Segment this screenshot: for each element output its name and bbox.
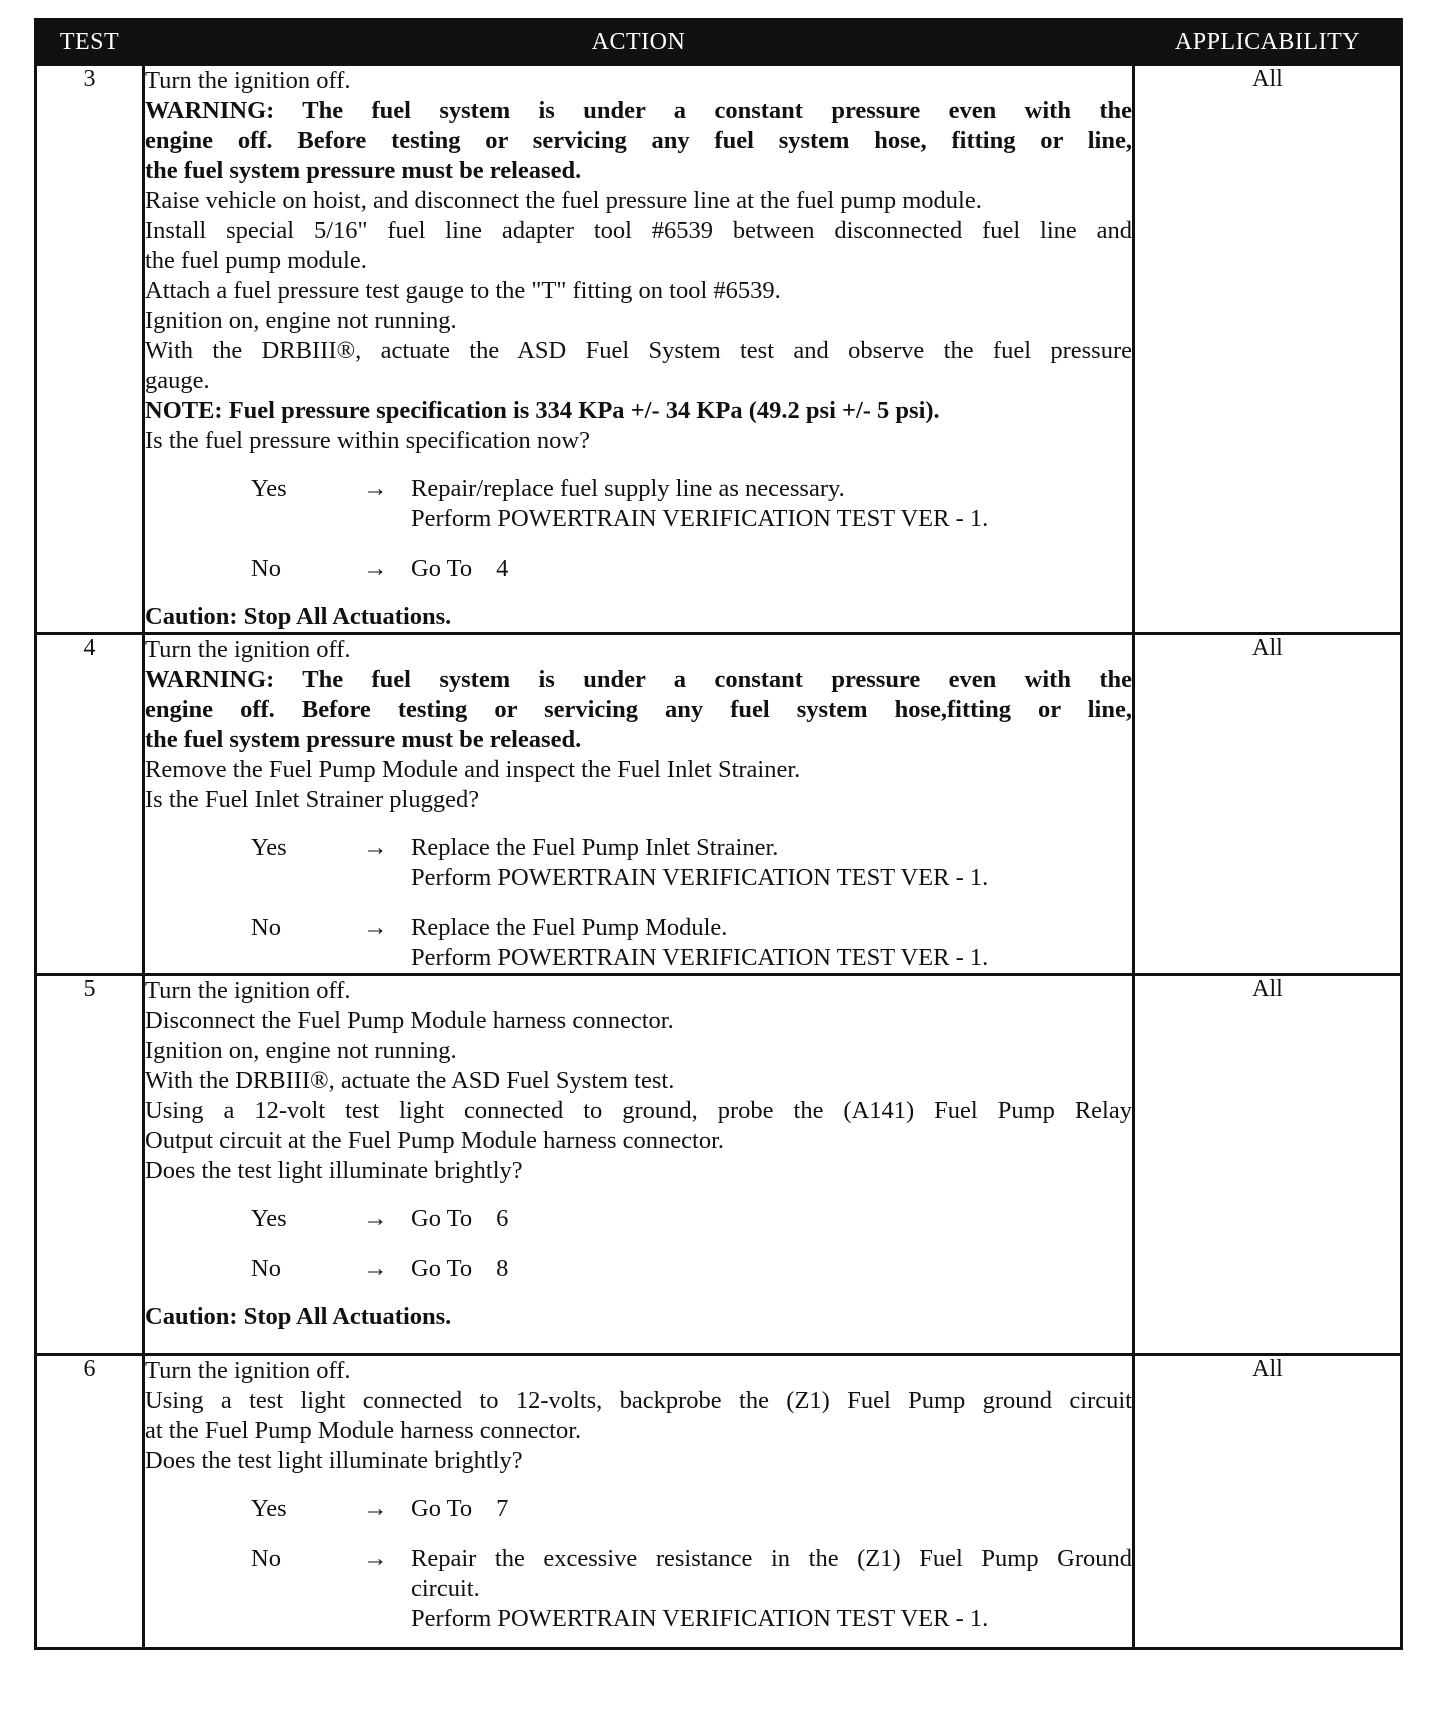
yes-result — [411, 1494, 1132, 1524]
no-outcome — [145, 1544, 1132, 1634]
goto-test-link[interactable]: 8 — [496, 1255, 509, 1282]
result-line: Perform POWERTRAIN VERIFICATION TEST VER - 1. — [411, 1605, 989, 1632]
question-line: Does the test light illuminate brightly? — [145, 1447, 523, 1474]
diagnostic-test-table — [34, 18, 1403, 1650]
no-outcome — [145, 554, 1132, 584]
goto-label: Go To — [411, 1205, 473, 1232]
no-label: No — [251, 1545, 281, 1572]
action-line: gauge. — [145, 367, 210, 394]
action-line: Output circuit at the Fuel Pump Module harness connector. — [145, 1127, 725, 1154]
no-label: No — [251, 555, 281, 582]
action-line: Ignition on, engine not running. — [145, 307, 457, 334]
action-line: the fuel pump module. — [145, 247, 367, 274]
caution-line: Caution: Stop All Actuations. — [145, 603, 452, 630]
question-line: Does the test light illuminate brightly? — [145, 1157, 523, 1184]
goto-test-link[interactable]: 6 — [496, 1205, 509, 1232]
goto-label: Go To — [411, 555, 473, 582]
action-line: Ignition on, engine not running. — [145, 1037, 457, 1064]
header-action: ACTION — [144, 20, 1134, 65]
applicability-cell: All — [1134, 975, 1402, 1355]
action-line: Remove the Fuel Pump Module and inspect the Fuel Inlet Strainer. — [145, 756, 801, 783]
warning-line: the fuel system pressure must be released. — [145, 157, 582, 184]
warning-line: the fuel system pressure must be released. — [145, 726, 582, 753]
no-outcome — [145, 913, 1132, 973]
action-line: Disconnect the Fuel Pump Module harness connector. — [145, 1007, 674, 1034]
test-number: 4 — [36, 634, 144, 975]
warning-line: WARNING: The fuel system is under a constant pressure even with the — [145, 97, 1132, 124]
no-result — [411, 913, 1132, 973]
yes-outcome — [145, 474, 1132, 534]
table-row — [36, 975, 1402, 1355]
result-line: Perform POWERTRAIN VERIFICATION TEST VER - 1. — [411, 864, 989, 891]
header-applicability: APPLICABILITY — [1134, 20, 1402, 65]
yes-outcome — [145, 1494, 1132, 1524]
action-line: Raise vehicle on hoist, and disconnect the fuel pressure line at the fuel pump module. — [145, 187, 982, 214]
arrow-icon: → — [363, 914, 388, 941]
no-outcome — [145, 1254, 1132, 1284]
yes-outcome — [145, 833, 1132, 893]
action-line: Attach a fuel pressure test gauge to the "T" fitting on tool #6539. — [145, 277, 781, 304]
arrow-icon: → — [363, 1255, 388, 1282]
caution-line: Caution: Stop All Actuations. — [145, 1303, 452, 1330]
action-line: Turn the ignition off. — [145, 636, 351, 663]
result-line: Replace the Fuel Pump Module. — [411, 914, 728, 941]
table-row — [36, 1355, 1402, 1649]
yes-result — [411, 1204, 1132, 1234]
yes-label: Yes — [251, 834, 287, 861]
no-result — [411, 1254, 1132, 1284]
goto-test-link[interactable]: 7 — [496, 1495, 509, 1522]
applicability-cell: All — [1134, 634, 1402, 975]
table-header-row — [36, 20, 1402, 65]
warning-line: engine off. Before testing or servicing any fuel system hose, fitting or line, — [145, 127, 1132, 154]
no-result — [411, 1544, 1132, 1634]
no-result — [411, 554, 1132, 584]
action-line: Turn the ignition off. — [145, 67, 351, 94]
test-number: 6 — [36, 1355, 144, 1649]
yes-label: Yes — [251, 475, 287, 502]
action-line: at the Fuel Pump Module harness connector. — [145, 1417, 582, 1444]
goto-label: Go To — [411, 1255, 473, 1282]
test-table-sheet — [34, 18, 1400, 1710]
question-line: Is the fuel pressure within specification now? — [145, 427, 590, 454]
test-number: 3 — [36, 65, 144, 634]
note-line: NOTE: Fuel pressure specification is 334 KPa +/- 34 KPa (49.2 psi +/- 5 psi). — [145, 397, 940, 424]
warning-line: WARNING: The fuel system is under a constant pressure even with the — [145, 666, 1132, 693]
no-label: No — [251, 1255, 281, 1282]
header-test: TEST — [36, 20, 144, 65]
result-line: Perform POWERTRAIN VERIFICATION TEST VER - 1. — [411, 944, 989, 971]
table-row — [36, 634, 1402, 975]
action-line: Turn the ignition off. — [145, 1357, 351, 1384]
yes-label: Yes — [251, 1205, 287, 1232]
test-number: 5 — [36, 975, 144, 1355]
yes-outcome — [145, 1204, 1132, 1234]
result-line: Repair/replace fuel supply line as necessary. — [411, 475, 845, 502]
goto-test-link[interactable]: 4 — [496, 555, 509, 582]
arrow-icon: → — [363, 475, 388, 502]
action-line: Using a 12-volt test light connected to ground, probe the (A141) Fuel Pump Relay — [145, 1097, 1132, 1124]
applicability-cell: All — [1134, 1355, 1402, 1649]
action-cell — [144, 975, 1134, 1355]
yes-label: Yes — [251, 1495, 287, 1522]
yes-result — [411, 474, 1132, 534]
result-line: circuit. — [411, 1575, 480, 1602]
arrow-icon: → — [363, 1205, 388, 1232]
action-cell — [144, 634, 1134, 975]
question-line: Is the Fuel Inlet Strainer plugged? — [145, 786, 480, 813]
yes-result — [411, 833, 1132, 893]
action-cell — [144, 65, 1134, 634]
no-label: No — [251, 914, 281, 941]
action-line: Using a test light connected to 12-volts, backprobe the (Z1) Fuel Pump ground circuit — [145, 1387, 1132, 1414]
arrow-icon: → — [363, 555, 388, 582]
goto-label: Go To — [411, 1495, 473, 1522]
arrow-icon: → — [363, 834, 388, 861]
action-line: With the DRBIII®, actuate the ASD Fuel System test and observe the fuel pressure — [145, 337, 1132, 364]
result-line: Perform POWERTRAIN VERIFICATION TEST VER - 1. — [411, 505, 989, 532]
action-line: With the DRBIII®, actuate the ASD Fuel System test. — [145, 1067, 675, 1094]
applicability-cell: All — [1134, 65, 1402, 634]
action-line: Install special 5/16" fuel line adapter tool #6539 between disconnected fuel line and — [145, 217, 1132, 244]
result-line: Replace the Fuel Pump Inlet Strainer. — [411, 834, 779, 861]
arrow-icon: → — [363, 1545, 388, 1572]
action-line: Turn the ignition off. — [145, 977, 351, 1004]
warning-line: engine off. Before testing or servicing any fuel system hose,fitting or line, — [145, 696, 1132, 723]
table-row — [36, 65, 1402, 634]
result-line: Repair the excessive resistance in the (Z1) Fuel Pump Ground — [411, 1545, 1132, 1572]
action-cell — [144, 1355, 1134, 1649]
arrow-icon: → — [363, 1495, 388, 1522]
